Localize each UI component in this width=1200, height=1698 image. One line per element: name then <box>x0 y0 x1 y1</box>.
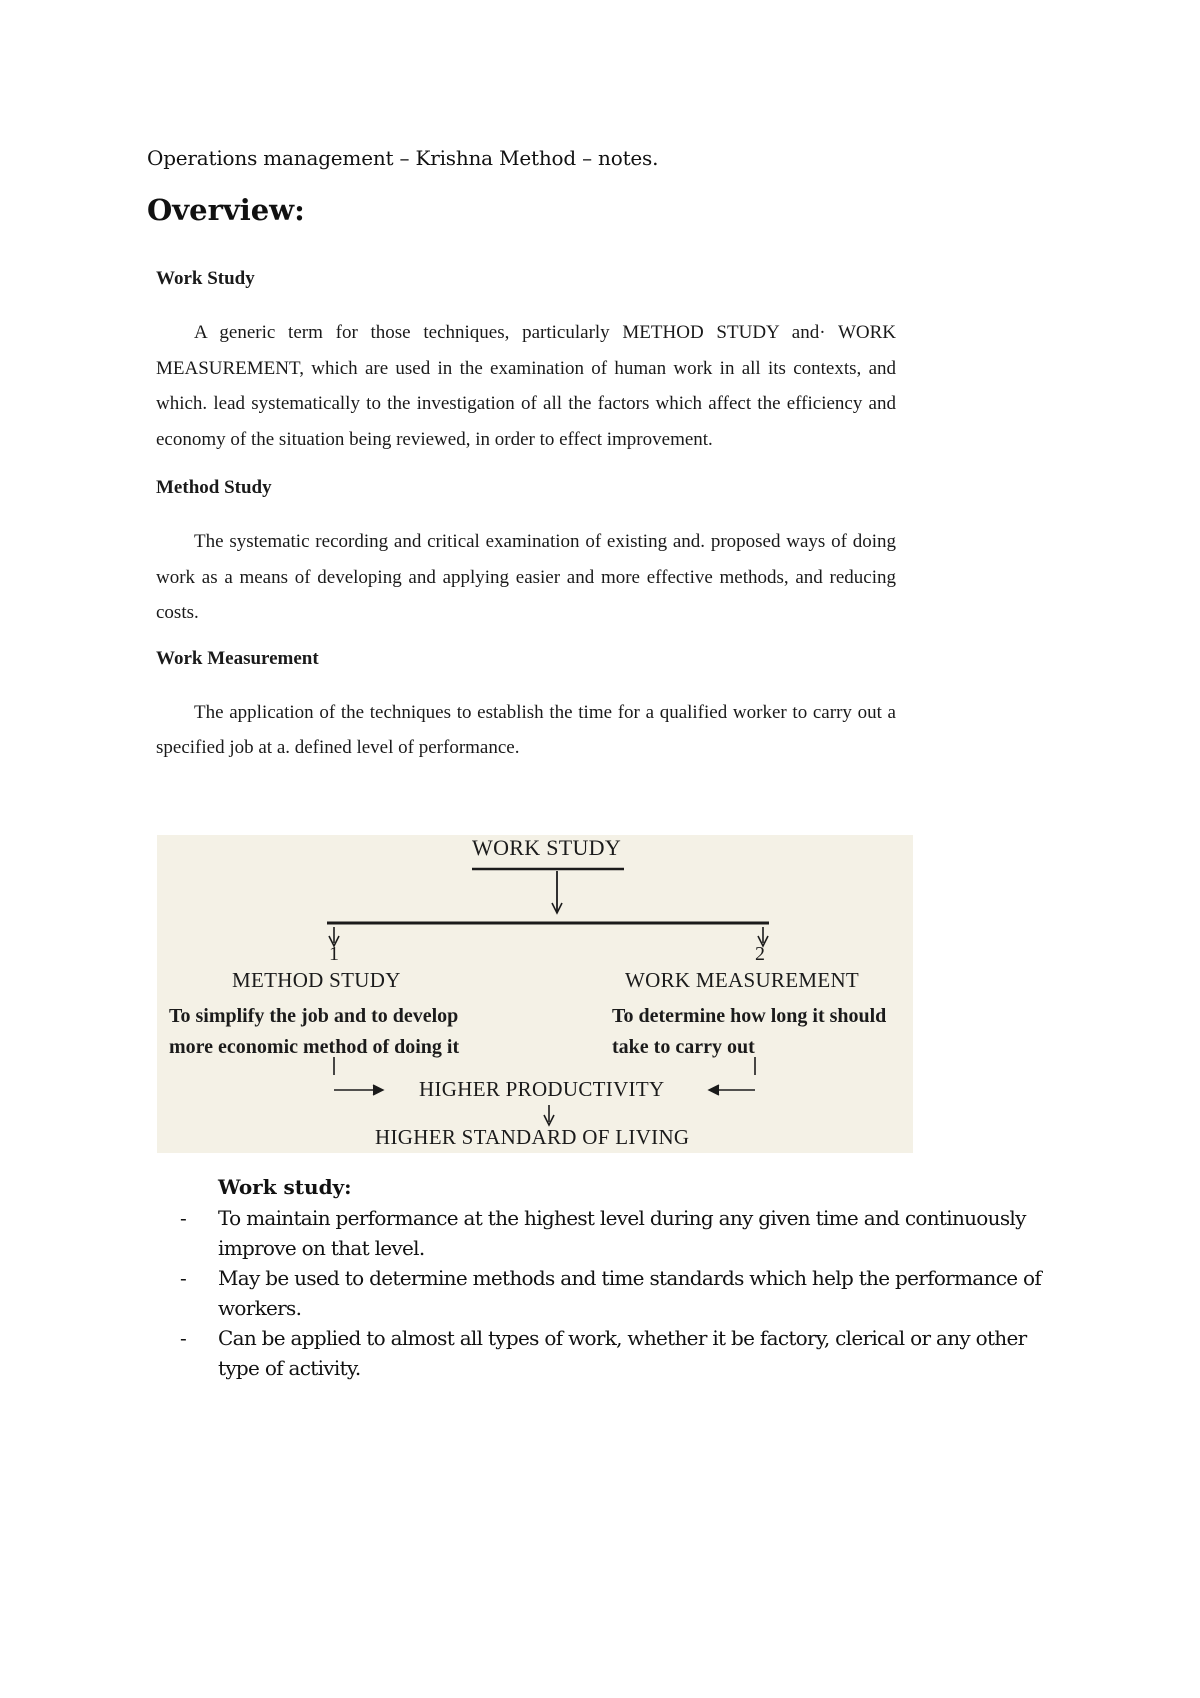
diagram-work-study-label: WORK STUDY <box>472 835 622 860</box>
bullet-dash: - <box>180 1326 187 1350</box>
diagram-method-study-desc-line1: To simplify the job and to develop <box>169 1005 459 1027</box>
method-study-title: Method Study <box>156 477 272 498</box>
notes-heading: Work study: <box>218 1175 352 1199</box>
method-study-section <box>156 477 896 631</box>
diagram-higher-productivity-label: HIGHER PRODUCTIVITY <box>419 1077 665 1101</box>
work-study-section <box>156 268 896 457</box>
diagram-right-number: 2 <box>755 943 765 965</box>
work-measurement-section <box>156 648 896 766</box>
document-heading: Operations management – Krishna Method – notes. <box>147 146 659 170</box>
work-measurement-definition: The application of the techniques to establish the time for a qualified worker to carry out a specified job at a. defined level of performance. <box>156 701 896 758</box>
work-study-definition: A generic term for those techniques, particularly METHOD STUDY and· WORK MEASUREMENT, which are used in the examination of human work in all its contexts, and which. lead systematically to the investigation of all the factors which affect the efficiency and economy of the situation being reviewed, in order to effect improvement. <box>156 322 896 450</box>
overview-heading: Overview: <box>147 193 305 227</box>
bullet-dash: - <box>180 1206 187 1230</box>
list-item-text: May be used to determine methods and time standards which help the performance of workers. <box>218 1266 1042 1320</box>
work-study-title: Work Study <box>156 268 255 289</box>
method-study-definition: The systematic recording and critical examination of existing and. proposed ways of doing work as a means of developing and applying easier and more effective methods, and reducing costs. <box>156 531 896 623</box>
diagram-work-measurement-desc-line1: To determine how long it should <box>612 1005 887 1027</box>
notes-list <box>180 1203 1058 1383</box>
list-item <box>180 1203 1058 1263</box>
list-item <box>180 1323 1058 1383</box>
right-feed-arrow-head <box>709 1085 719 1095</box>
list-item-text: To maintain performance at the highest level during any given time and continuously improve on that level. <box>218 1206 1026 1260</box>
scanned-excerpt <box>156 268 896 766</box>
work-study-diagram <box>157 835 913 1153</box>
diagram-work-measurement-desc <box>612 1001 886 1063</box>
diagram-method-study-label: METHOD STUDY <box>232 968 401 992</box>
diagram-left-number: 1 <box>329 943 339 965</box>
diagram-method-study-desc-line2: more economic method of doing it <box>169 1036 460 1058</box>
left-feed-arrow-head <box>373 1085 383 1095</box>
diagram-work-measurement-desc-line2: take to carry out <box>612 1036 755 1058</box>
diagram-method-study-desc <box>169 1001 459 1063</box>
bullet-dash: - <box>180 1266 187 1290</box>
diagram-connectors <box>157 835 913 1153</box>
diagram-work-measurement-label: WORK MEASUREMENT <box>625 968 860 992</box>
diagram-higher-standard-label: HIGHER STANDARD OF LIVING <box>375 1125 690 1149</box>
work-study-notes <box>180 1175 1058 1383</box>
list-item-text: Can be applied to almost all types of work, whether it be factory, clerical or any other type of activity. <box>218 1326 1027 1380</box>
list-item <box>180 1263 1058 1323</box>
work-measurement-title: Work Measurement <box>156 647 319 669</box>
